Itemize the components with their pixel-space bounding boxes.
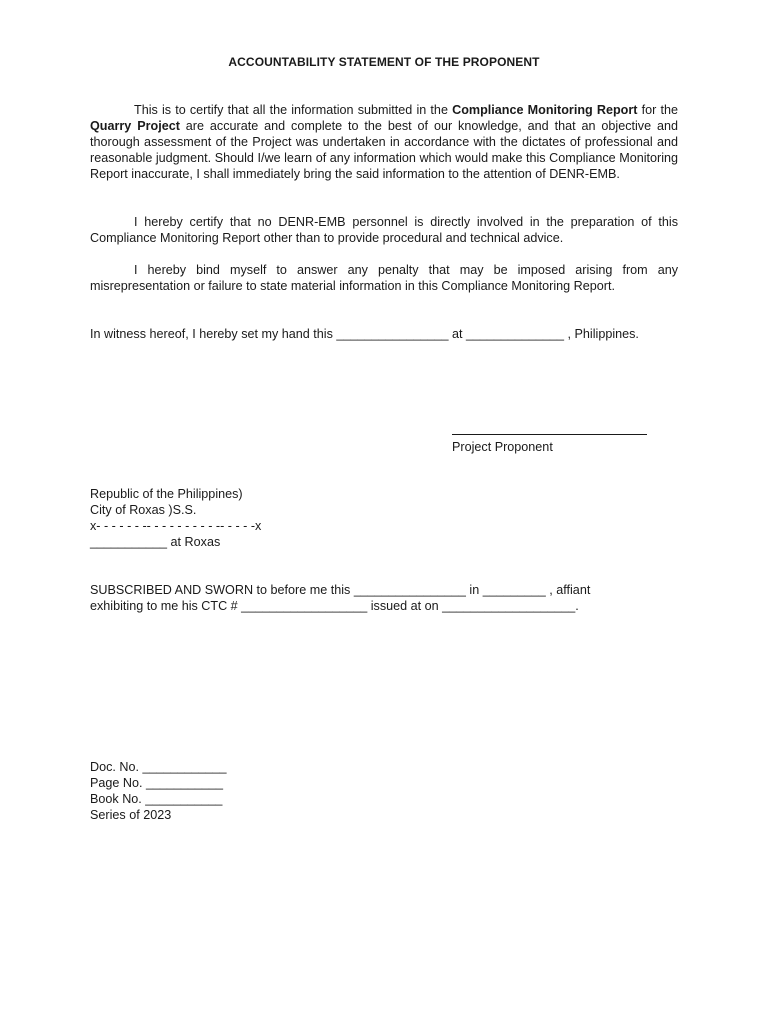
venue-line-separator: x- - - - - - -- - - - - - - - - -- - - - -x (90, 519, 262, 533)
jurat-line-1: SUBSCRIBED AND SWORN to before me this ________________ in _________ , affiant (90, 583, 591, 597)
penalty-text: I hereby bind myself to answer any penalty that may be imposed arising from any misrepresentation or failure to state material information in this Compliance Monitoring Report. (90, 263, 678, 293)
venue-block (90, 486, 390, 550)
notary-page-no: Page No. ___________ (90, 776, 224, 790)
cert-bold-project: Quarry Project (90, 119, 180, 133)
jurat-line-2: exhibiting to me his CTC # __________________ issued at on ___________________. (90, 599, 579, 613)
notary-block (90, 759, 390, 823)
witness-paragraph (90, 326, 678, 342)
cert-text-1: This is to certify that all the information submitted in the (134, 103, 453, 117)
cert-text-3: are accurate and complete to the best of our knowledge, and that an objective and thorough assessment of the Project was undertaken in accordance with the dictates of professional and reasonable judgment. Should I/we learn of any information which would make this Compliance Monitoring Report inaccurate, I shall immediately bring the said information to the attention of DENR-EMB. (90, 119, 679, 181)
jurat-block (90, 582, 690, 614)
penalty-paragraph (90, 262, 678, 294)
cert-bold-report: Compliance Monitoring Report (452, 103, 638, 117)
venue-line-location: ___________ at Roxas (90, 535, 221, 549)
venue-line-republic: Republic of the Philippines) (90, 487, 243, 501)
signature-block (452, 425, 647, 455)
notary-series: Series of 2023 (90, 808, 172, 822)
notary-doc-no: Doc. No. ____________ (90, 760, 227, 774)
witness-text: In witness hereof, I hereby set my hand this ________________ at ______________ , Philippines. (90, 327, 639, 341)
signature-line (452, 425, 647, 435)
no-personnel-text: I hereby certify that no DENR-EMB personnel is directly involved in the preparation of this Compliance Monitoring Report other than to provide procedural and technical advice. (90, 215, 678, 245)
no-personnel-paragraph (90, 214, 678, 246)
document-title: ACCOUNTABILITY STATEMENT OF THE PROPONENT (228, 55, 540, 69)
signature-label: Project Proponent (452, 440, 553, 454)
cert-text-2: for the (637, 103, 678, 117)
notary-book-no: Book No. ___________ (90, 792, 223, 806)
venue-line-city: City of Roxas )S.S. (90, 503, 197, 517)
certification-paragraph (90, 102, 678, 182)
